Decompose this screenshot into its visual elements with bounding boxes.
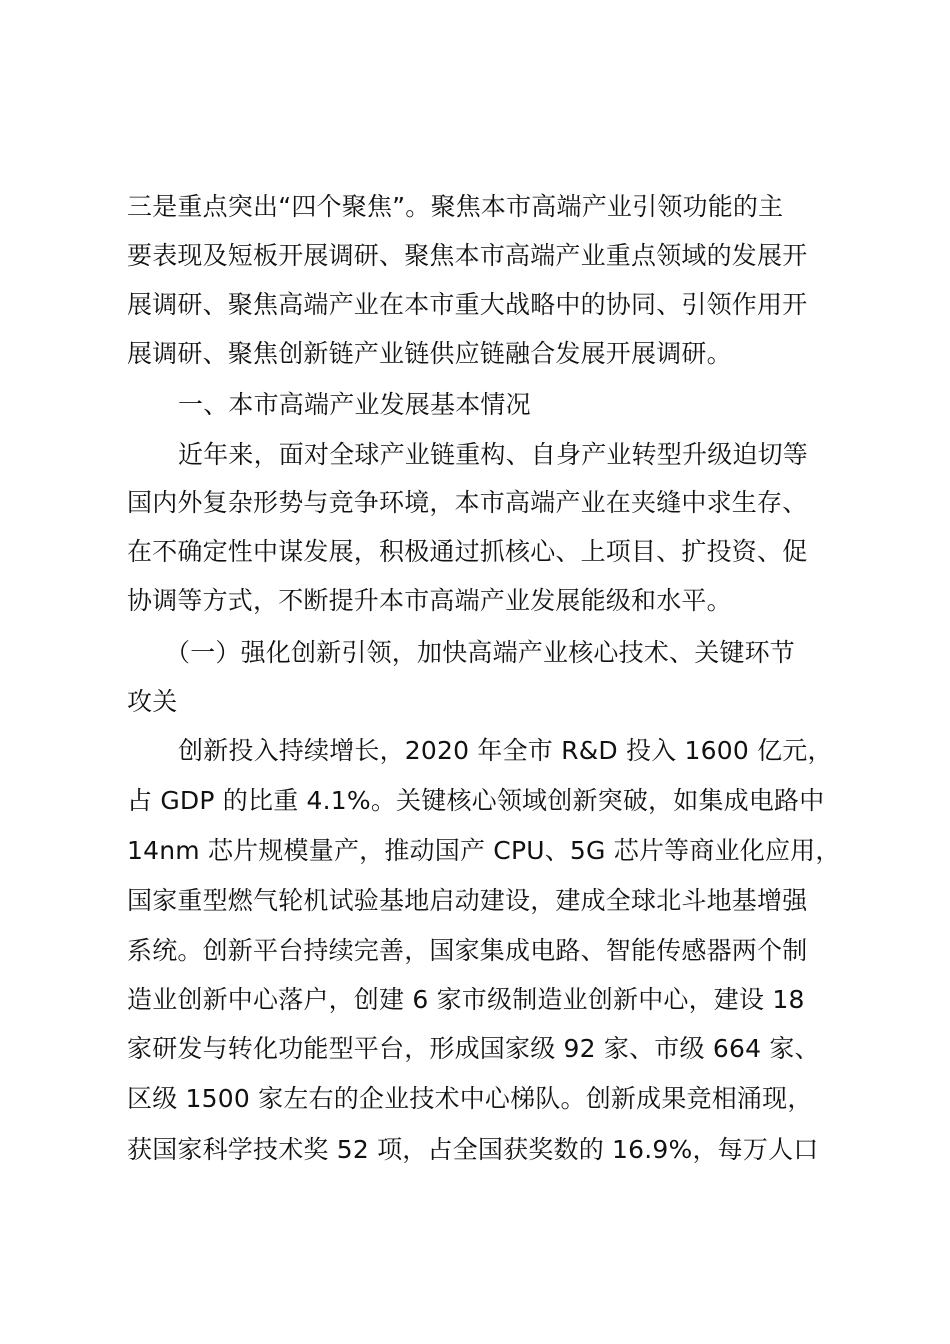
- text-line: 国家重型燃气轮机试验基地启动建设，建成全球北斗地基增强: [127, 886, 808, 915]
- text-line: 获国家科学技术奖 52 项，占全国获奖数的 16.9%，每万人口: [127, 1135, 819, 1164]
- text-line: 攻关: [127, 687, 178, 716]
- text-line: 要表现及短板开展调研、聚焦本市高端产业重点领域的发展开: [127, 241, 808, 270]
- text-line: 展调研、聚焦创新链产业链供应链融合发展开展调研。: [127, 339, 732, 368]
- text-line: 家研发与转化功能型平台，形成国家级 92 家、市级 664 家、: [127, 1034, 820, 1063]
- text-line: 创新投入持续增长，2020 年全市 R&D 投入 1600 亿元，: [178, 736, 833, 765]
- text-line: 近年来，面对全球产业链重构、自身产业转型升级迫切等: [178, 440, 809, 469]
- text-line: 造业创新中心落户，创建 6 家市级制造业创新中心，建设 18: [127, 985, 805, 1014]
- text-line: 占 GDP 的比重 4.1%。关键核心领域创新突破，如集成电路中: [127, 786, 825, 815]
- text-line: 区级 1500 家左右的企业技术中心梯队。创新成果竞相涌现，: [127, 1084, 813, 1113]
- text-line: 国内外复杂形势与竞争环境，本市高端产业在夹缝中求生存、: [127, 488, 808, 517]
- section-heading: 一、本市高端产业发展基本情况: [178, 390, 531, 419]
- text-line: 在不确定性中谋发展，积极通过抓核心、上项目、扩投资、促: [127, 537, 808, 566]
- text-line: 协调等方式，不断提升本市高端产业发展能级和水平。: [127, 586, 732, 615]
- text-line: 14nm 芯片规模量产，推动国产 CPU、5G 芯片等商业化应用，: [127, 836, 841, 865]
- text-line: 展调研、聚焦高端产业在本市重大战略中的协同、引领作用开: [127, 290, 808, 319]
- text-line: （一）强化创新引领，加快高端产业核心技术、关键环节: [165, 638, 796, 667]
- text-line: 系统。创新平台持续完善，国家集成电路、智能传感器两个制: [127, 936, 808, 965]
- text-line: 三是重点突出“四个聚焦”。聚焦本市高端产业引领功能的主: [127, 192, 784, 221]
